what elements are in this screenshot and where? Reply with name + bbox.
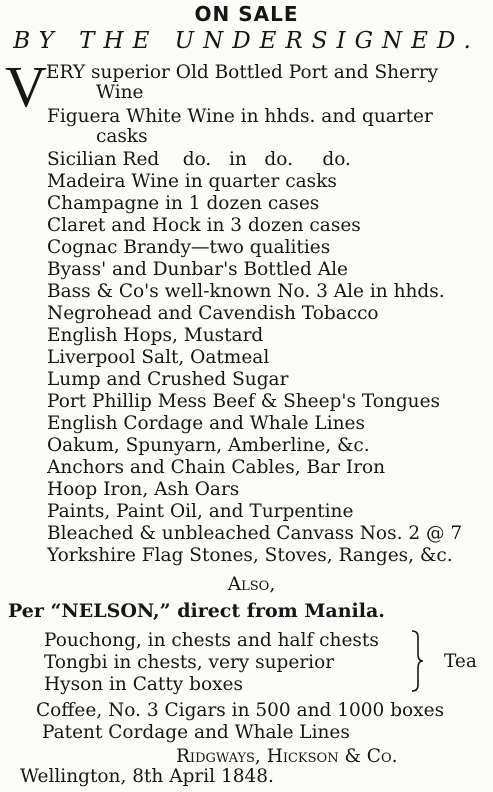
list-item: Champagne in 1 dozen cases: [47, 193, 320, 214]
list-item: Cognac Brandy—two qualities: [47, 237, 331, 258]
list-item: Madeira Wine in quarter casks: [47, 171, 337, 192]
tea-item: Pouchong, in chests and half chests: [44, 630, 379, 651]
list-item: Oakum, Spunyarn, Amberline, &c.: [47, 435, 370, 456]
list-item: Yorkshire Flag Stones, Stoves, Ranges, &c.: [47, 545, 453, 566]
list-item: Negrohead and Cavendish Tobacco: [47, 303, 379, 324]
list-item: Paints, Paint Oil, and Turpentine: [47, 501, 354, 522]
tea-item: Tongbi in chests, very superior: [44, 652, 335, 673]
curly-brace-icon: [410, 630, 424, 692]
extra-item: Patent Cordage and Whale Lines: [42, 722, 350, 743]
ad-subtitle: BY THE UNDERSIGNED.: [13, 28, 480, 54]
tea-item: Hyson in Catty boxes: [44, 674, 243, 695]
list-item: Sicilian Red do. in do. do.: [47, 149, 351, 170]
list-item-continued: casks: [96, 126, 148, 147]
list-item: Hoop Iron, Ash Oars: [47, 479, 240, 500]
list-item: Port Phillip Mess Beef & Sheep's Tongues: [47, 391, 441, 412]
list-item: Bass & Co's well-known No. 3 Ale in hhds.: [47, 281, 445, 302]
place-date: Wellington, 8th April 1848.: [20, 766, 274, 787]
extra-item: Coffee, No. 3 Cigars in 500 and 1000 boxes: [36, 700, 445, 721]
ship-heading: Per “NELSON,” direct from Manila.: [8, 600, 385, 622]
list-item: Liverpool Salt, Oatmeal: [47, 347, 270, 368]
list-item: Claret and Hock in 3 dozen cases: [47, 215, 361, 236]
list-item-first-continued: Wine: [96, 82, 144, 103]
also-heading: Also,: [227, 574, 276, 595]
list-item: Bleached & unbleached Canvass Nos. 2 @ 7: [47, 523, 463, 544]
list-item: English Cordage and Whale Lines: [47, 413, 365, 434]
list-item: English Hops, Mustard: [47, 325, 264, 346]
list-item: Byass' and Dunbar's Bottled Ale: [47, 259, 348, 280]
drop-cap-letter: V: [5, 54, 47, 119]
list-item-first: ERY superior Old Bottled Port and Sherry: [46, 62, 439, 83]
list-item: Lump and Crushed Sugar: [47, 369, 289, 390]
signature: Ridgways, Hickson & Co.: [176, 746, 398, 767]
tea-label: Tea: [444, 651, 477, 672]
list-item: Figuera White Wine in hhds. and quarter: [47, 106, 433, 127]
ad-title: ON SALE: [194, 2, 299, 26]
list-item: Anchors and Chain Cables, Bar Iron: [47, 457, 386, 478]
